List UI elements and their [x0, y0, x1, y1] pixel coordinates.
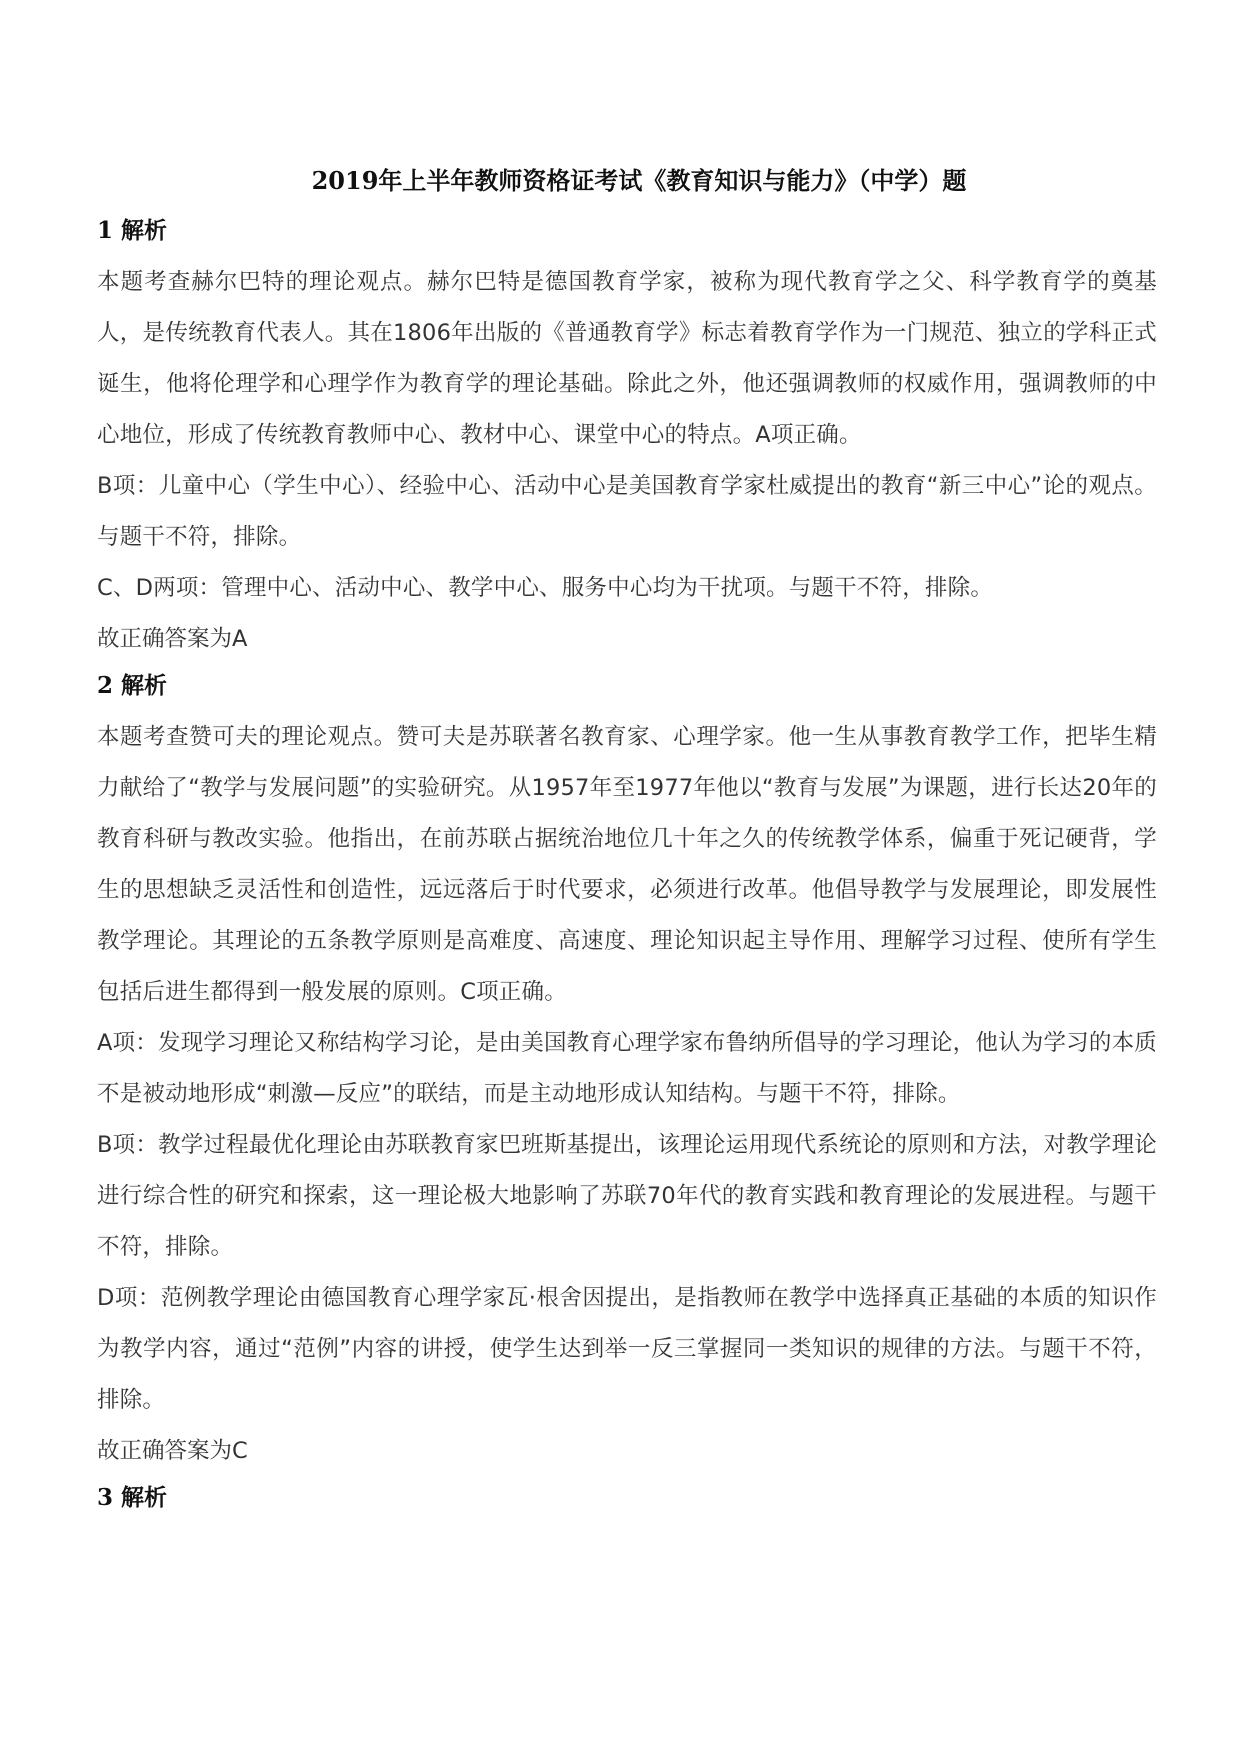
section-3	[97, 1477, 1157, 1524]
paragraph: B项：教学过程最优化理论由苏联教育家巴班斯基提出，该理论运用现代系统论的原则和方法，对教学理论进行综合性的研究和探索，这一理论极大地影响了苏联70年代的教育实践和教育理论的发展进程。与题干不符，排除。	[97, 1132, 1157, 1260]
document-title: 2019年上半年教师资格证考试《教育知识与能力》（中学）题	[311, 166, 967, 195]
answer-line: 故正确答案为C	[97, 1438, 248, 1464]
paragraph: 本题考查赫尔巴特的理论观点。赫尔巴特是德国教育学家，被称为现代教育学之父、科学教育学的奠基人，是传统教育代表人。其在1806年出版的《普通教育学》标志着教育学作为一门规范、独立的学科正式诞生，他将伦理学和心理学作为教育学的理论基础。除此之外，他还强调教师的权威作用，强调教师的中心地位，形成了传统教育教师中心、教材中心、课堂中心的特点。A项正确。	[97, 269, 1157, 448]
paragraph: B项：儿童中心（学生中心）、经验中心、活动中心是美国教育学家杜威提出的教育“新三中心”论的观点。与题干不符，排除。	[97, 473, 1157, 550]
section-heading: 2 解析	[97, 672, 168, 699]
section-1	[97, 210, 1157, 665]
section-heading: 1 解析	[97, 217, 168, 244]
answer-line: 故正确答案为A	[97, 626, 248, 652]
paragraph: C、D两项：管理中心、活动中心、教学中心、服务中心均为干扰项。与题干不符，排除。	[97, 575, 994, 601]
section-heading: 3 解析	[97, 1484, 168, 1511]
document-body	[97, 160, 1157, 1524]
paragraph: A项：发现学习理论又称结构学习论，是由美国教育心理学家布鲁纳所倡导的学习理论，他认为学习的本质不是被动地形成“刺激—反应”的联结，而是主动地形成认知结构。与题干不符，排除。	[97, 1030, 1157, 1107]
section-2	[97, 665, 1157, 1477]
paragraph: D项：范例教学理论由德国教育心理学家瓦·根舍因提出，是指教师在教学中选择真正基础的本质的知识作为教学内容，通过“范例”内容的讲授，使学生达到举一反三掌握同一类知识的规律的方法。与题干不符，排除。	[97, 1285, 1157, 1413]
paragraph: 本题考查赞可夫的理论观点。赞可夫是苏联著名教育家、心理学家。他一生从事教育教学工作，把毕生精力献给了“教学与发展问题”的实验研究。从1957年至1977年他以“教育与发展”为课题，进行长达20年的教育科研与教改实验。他指出，在前苏联占据统治地位几十年之久的传统教学体系，偏重于死记硬背，学生的思想缺乏灵活性和创造性，远远落后于时代要求，必须进行改革。他倡导教学与发展理论，即发展性教学理论。其理论的五条教学原则是高难度、高速度、理论知识起主导作用、理解学习过程、使所有学生包括后进生都得到一般发展的原则。C项正确。	[97, 724, 1157, 1005]
